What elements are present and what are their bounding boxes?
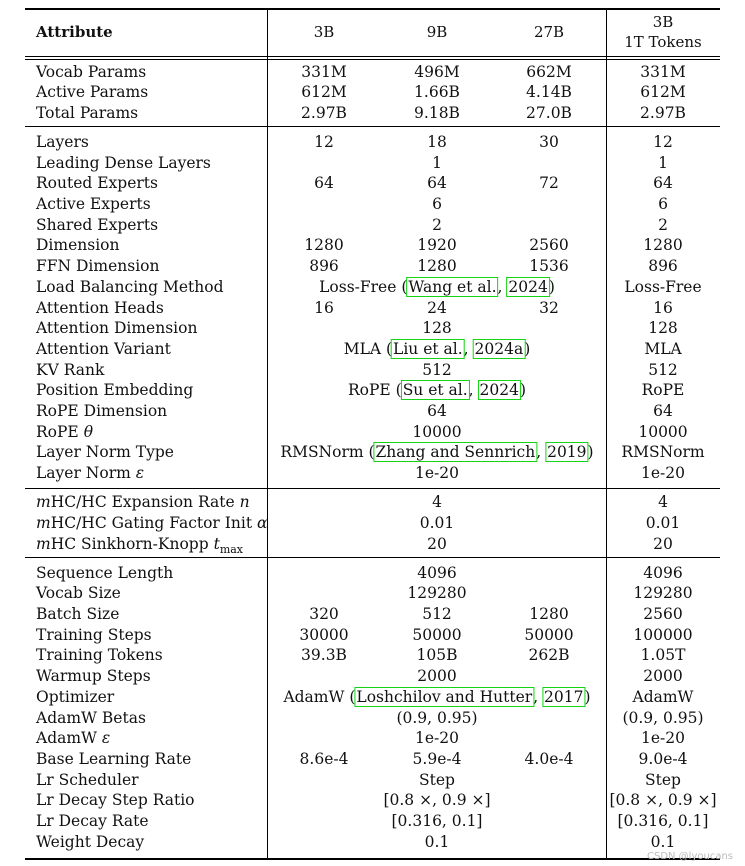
cell-3b-1t: 0.1 <box>650 833 676 851</box>
row-label: Active Experts <box>36 195 151 213</box>
cell-9b: 9.18B <box>414 104 460 122</box>
cell-9b: 496M <box>414 63 460 81</box>
row-label: Active Params <box>36 83 149 101</box>
col-divider-2 <box>606 10 607 858</box>
cell-3b-1t: Step <box>645 771 681 789</box>
top-rule <box>25 8 720 10</box>
header-27b: 27B <box>533 23 565 41</box>
header-3b-1t-line2: 1T Tokens <box>624 33 702 51</box>
cell-span: 0.1 <box>424 833 450 851</box>
citation-link[interactable]: Su et al. <box>402 381 468 399</box>
row-label: Vocab Size <box>36 584 121 602</box>
cell-3b: 39.3B <box>301 646 347 664</box>
cell-span: 4 <box>432 493 442 511</box>
cell-3b-1t: 6 <box>658 195 668 213</box>
cell-span-with-citation: MLA (Liu et al., 2024a) <box>343 340 531 358</box>
header-9b: 9B <box>426 23 448 41</box>
row-label: Layer Norm ε <box>36 464 145 482</box>
cell-span-with-citation: AdamW (Loshchilov and Hutter, 2017) <box>283 688 591 706</box>
cell-3b: 16 <box>314 299 334 317</box>
cell-27b: 262B <box>528 646 570 664</box>
cell-span: 129280 <box>407 584 467 602</box>
cell-27b: 1536 <box>529 257 569 275</box>
cell-9b: 5.9e-4 <box>412 750 462 768</box>
cell-3b-1t: 2.97B <box>640 104 686 122</box>
cell-span-with-citation: RoPE (Su et al., 2024) <box>347 381 527 399</box>
cell-27b: 27.0B <box>526 104 572 122</box>
row-label: Sequence Length <box>36 564 174 582</box>
cell-27b: 32 <box>539 299 559 317</box>
row-label: Attention Variant <box>36 340 171 358</box>
cell-9b: 1280 <box>417 257 457 275</box>
cell-3b: 64 <box>314 174 334 192</box>
col-divider-1 <box>267 10 268 858</box>
row-label: Attention Heads <box>36 299 164 317</box>
cell-9b: 64 <box>427 174 447 192</box>
row-label: Dimension <box>36 236 120 254</box>
cell-3b-1t: 16 <box>653 299 673 317</box>
cell-3b-1t: 4 <box>658 493 668 511</box>
row-label: mHC Sinkhorn-Knopp $t_{max}$ <box>36 535 244 557</box>
cell-9b: 1920 <box>417 236 457 254</box>
cell-3b-1t: 10000 <box>638 423 688 441</box>
cell-3b-1t: 1280 <box>643 236 683 254</box>
cell-3b-1t: 0.01 <box>645 514 681 532</box>
cell-3b: 2.97B <box>301 104 347 122</box>
cell-27b: 1280 <box>529 605 569 623</box>
row-label: AdamW ε <box>36 729 111 747</box>
cell-27b: 50000 <box>524 626 574 644</box>
cell-3b-1t: 9.0e-4 <box>638 750 688 768</box>
citation-year-link[interactable]: 2024 <box>479 381 519 399</box>
row-label: Warmup Steps <box>36 667 151 685</box>
cell-3b-1t: 100000 <box>633 626 693 644</box>
row-label: RoPE Dimension <box>36 402 168 420</box>
cell-span: 1e-20 <box>415 729 459 747</box>
cell-3b: 30000 <box>299 626 349 644</box>
cell-27b: 4.14B <box>526 83 572 101</box>
cell-span: 1 <box>432 154 442 172</box>
cell-3b-1t: 2560 <box>643 605 683 623</box>
row-label: Training Tokens <box>36 646 163 664</box>
row-label: Lr Scheduler <box>36 771 139 789</box>
cell-3b-1t: [0.8 ×, 0.9 ×] <box>609 791 717 809</box>
row-label: Layers <box>36 133 89 151</box>
header-attribute: Attribute <box>36 23 113 41</box>
cell-span: Step <box>419 771 455 789</box>
cell-3b: 1280 <box>304 236 344 254</box>
cell-3b-1t: 512 <box>648 361 678 379</box>
cell-span: 4096 <box>417 564 457 582</box>
header-3b: 3B <box>313 23 335 41</box>
citation-year-link[interactable]: 2024a <box>474 340 524 358</box>
cell-span: (0.9, 0.95) <box>396 709 478 727</box>
cell-3b-1t: MLA <box>644 340 682 358</box>
cell-3b: 331M <box>301 63 347 81</box>
citation-link[interactable]: Zhang and Sennrich <box>375 443 536 461</box>
cell-3b-1t: 1e-20 <box>641 729 685 747</box>
cell-3b-1t: 64 <box>653 174 673 192</box>
row-label: Vocab Params <box>36 63 147 81</box>
group-rule-1 <box>25 126 720 127</box>
cell-27b: 72 <box>539 174 559 192</box>
cell-3b-1t: 4096 <box>643 564 683 582</box>
row-label: Load Balancing Method <box>36 278 224 296</box>
cell-span-with-citation: Loss-Free (Wang et al., 2024) <box>319 278 555 296</box>
cell-3b-1t: 64 <box>653 402 673 420</box>
cell-span: 128 <box>422 319 452 337</box>
cell-3b: 320 <box>309 605 339 623</box>
header-rule-2 <box>25 59 720 60</box>
cell-span: 2000 <box>417 667 457 685</box>
citation-link[interactable]: Loshchilov and Hutter <box>356 688 533 706</box>
cell-3b: 8.6e-4 <box>299 750 349 768</box>
cell-3b-1t: 2000 <box>643 667 683 685</box>
row-label: Optimizer <box>36 688 115 706</box>
cell-9b: 24 <box>427 299 447 317</box>
row-label: Batch Size <box>36 605 120 623</box>
cell-3b-1t: 20 <box>653 535 673 553</box>
row-label: Total Params <box>36 104 139 122</box>
cell-span: 10000 <box>412 423 462 441</box>
cell-span: 20 <box>427 535 447 553</box>
cell-9b: 1.66B <box>414 83 460 101</box>
row-label: Position Embedding <box>36 381 194 399</box>
watermark-text: CSDN @lyoucans <box>646 851 733 862</box>
row-label: mHC/HC Gating Factor Init α <box>36 514 268 532</box>
cell-3b: 896 <box>309 257 339 275</box>
row-label: Lr Decay Step Ratio <box>36 791 195 809</box>
cell-3b-1t: 12 <box>653 133 673 151</box>
cell-3b-1t: 1e-20 <box>641 464 685 482</box>
cell-span: 512 <box>422 361 452 379</box>
cell-9b: 18 <box>427 133 447 151</box>
cell-span: 1e-20 <box>415 464 459 482</box>
row-label: Training Steps <box>36 626 152 644</box>
cell-3b-1t: 1.05T <box>640 646 686 664</box>
cell-27b: 2560 <box>529 236 569 254</box>
row-label: FFN Dimension <box>36 257 160 275</box>
cell-3b: 12 <box>314 133 334 151</box>
cell-9b: 512 <box>422 605 452 623</box>
row-label: RoPE θ <box>36 423 94 441</box>
cell-3b-1t: Loss-Free <box>624 278 702 296</box>
cell-3b-1t: 331M <box>640 63 686 81</box>
cell-9b: 105B <box>416 646 458 664</box>
row-label: AdamW Betas <box>36 709 146 727</box>
cell-span: 6 <box>432 195 442 213</box>
row-label: KV Rank <box>36 361 105 379</box>
row-label: Weight Decay <box>36 833 145 851</box>
header-3b-1t-line1: 3B <box>652 13 674 31</box>
row-label: Lr Decay Rate <box>36 812 149 830</box>
row-label: Leading Dense Layers <box>36 154 211 172</box>
cell-span: [0.8 ×, 0.9 ×] <box>383 791 491 809</box>
citation-link[interactable]: Liu et al. <box>393 340 463 358</box>
cell-span: 0.01 <box>419 514 455 532</box>
cell-3b-1t: 1 <box>658 154 668 172</box>
cell-3b-1t: 896 <box>648 257 678 275</box>
row-label: Shared Experts <box>36 216 159 234</box>
cell-3b-1t: 612M <box>640 83 686 101</box>
citation-year-link[interactable]: 2019 <box>547 443 587 461</box>
cell-3b-1t: AdamW <box>632 688 694 706</box>
cell-9b: 50000 <box>412 626 462 644</box>
bottom-rule <box>25 858 720 860</box>
cell-3b-1t: [0.316, 0.1] <box>617 812 709 830</box>
row-label: mHC/HC Expansion Rate n <box>36 493 250 511</box>
row-label: Layer Norm Type <box>36 443 174 461</box>
citation-year-link[interactable]: 2024 <box>508 278 548 296</box>
cell-27b: 662M <box>526 63 572 81</box>
cell-span: 2 <box>432 216 442 234</box>
cell-3b-1t: 2 <box>658 216 668 234</box>
cell-27b: 30 <box>539 133 559 151</box>
group-rule-2 <box>25 488 720 489</box>
row-label: Attention Dimension <box>36 319 198 337</box>
cell-27b: 4.0e-4 <box>524 750 574 768</box>
header-rule <box>25 56 720 57</box>
cell-3b-1t: RMSNorm <box>621 443 705 461</box>
cell-span: 64 <box>427 402 447 420</box>
cell-3b-1t: RoPE <box>641 381 685 399</box>
citation-year-link[interactable]: 2017 <box>544 688 584 706</box>
cell-3b-1t: 129280 <box>633 584 693 602</box>
row-label: Base Learning Rate <box>36 750 192 768</box>
cell-span-with-citation: RMSNorm (Zhang and Sennrich, 2019) <box>280 443 594 461</box>
citation-link[interactable]: Wang et al. <box>408 278 497 296</box>
row-label: Routed Experts <box>36 174 158 192</box>
cell-3b: 612M <box>301 83 347 101</box>
cell-3b-1t: (0.9, 0.95) <box>622 709 704 727</box>
cell-3b-1t: 128 <box>648 319 678 337</box>
cell-span: [0.316, 0.1] <box>391 812 483 830</box>
